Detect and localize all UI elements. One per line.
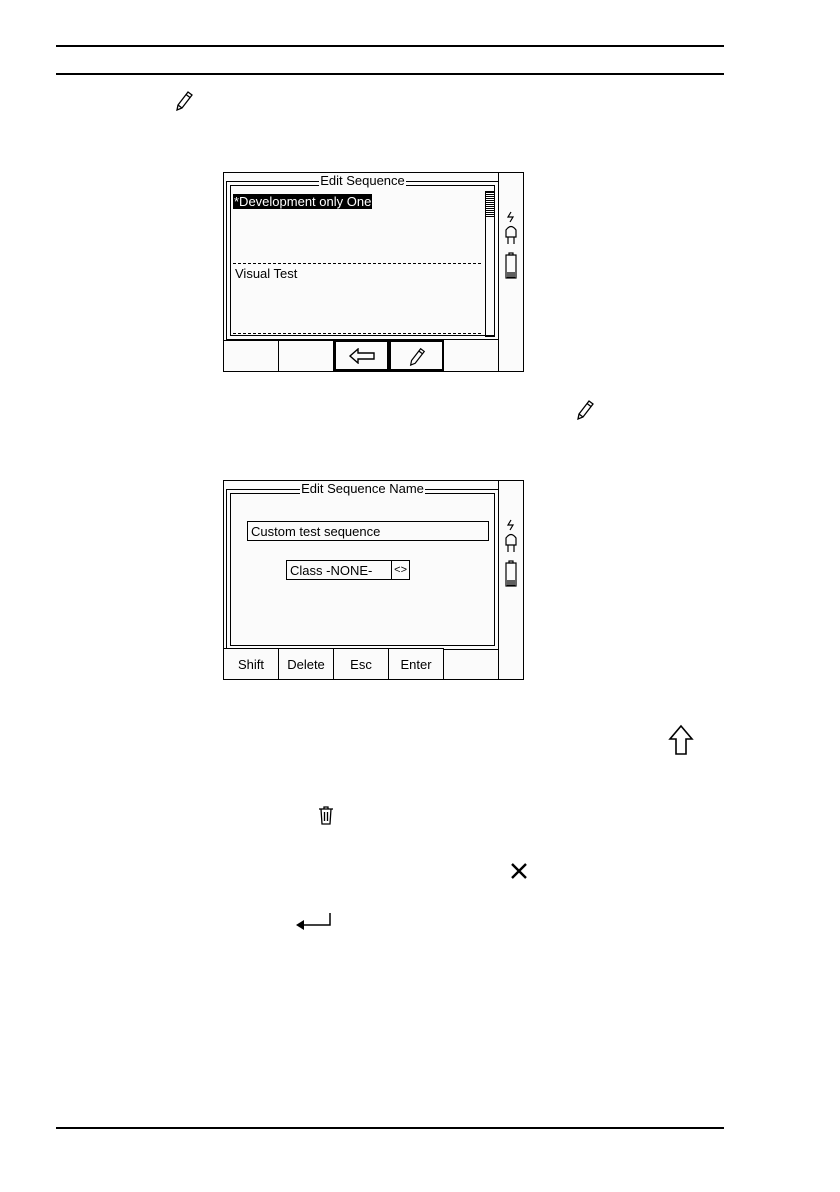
class-value: Class -NONE- [290, 563, 373, 578]
edit-sequence-name-panel [226, 481, 499, 650]
sequence-name-input[interactable]: Custom test sequence [247, 521, 489, 541]
status-sidebar [498, 173, 523, 371]
back-arrow-icon [348, 348, 376, 364]
panel-title: Edit Sequence Name [301, 481, 424, 496]
delete-button[interactable]: Delete [279, 648, 334, 679]
class-toggle[interactable]: <> [391, 561, 409, 579]
mains-plug-icon [504, 519, 518, 553]
mains-plug-icon [504, 211, 518, 245]
battery-icon [505, 252, 517, 280]
pencil-icon [174, 89, 194, 111]
edit-sequence-name-screen [223, 480, 524, 680]
trash-icon [318, 805, 334, 825]
edit-sequence-panel [226, 173, 499, 340]
class-selector[interactable] [286, 560, 410, 580]
footer-rule [56, 1127, 724, 1129]
function-key-bar [224, 648, 444, 679]
battery-icon [505, 560, 517, 588]
shift-button[interactable]: Shift [224, 648, 279, 679]
pencil-icon [407, 346, 427, 366]
panel-title: Edit Sequence [320, 173, 405, 188]
enter-button[interactable]: Enter [389, 648, 444, 679]
close-x-icon [510, 862, 528, 880]
header-rule-top [56, 45, 724, 47]
enter-icon [294, 912, 334, 932]
header-rule-bottom [56, 73, 724, 75]
fn-key-1[interactable] [224, 340, 279, 371]
fn-key-2[interactable] [279, 340, 334, 371]
esc-button[interactable]: Esc [334, 648, 389, 679]
edit-sequence-screen [223, 172, 524, 372]
sequence-item[interactable]: Visual Test [235, 266, 298, 281]
sequence-item-selected[interactable]: *Development only One [234, 194, 372, 209]
shift-arrow-icon [668, 724, 694, 756]
pencil-icon [575, 398, 595, 420]
item-divider [233, 333, 481, 334]
scrollbar-thumb[interactable] [486, 192, 494, 218]
item-divider [233, 263, 481, 264]
scrollbar[interactable] [485, 191, 495, 337]
function-key-bar [224, 340, 444, 371]
edit-button[interactable] [389, 340, 444, 371]
status-sidebar [498, 481, 523, 679]
back-button[interactable] [334, 340, 389, 371]
